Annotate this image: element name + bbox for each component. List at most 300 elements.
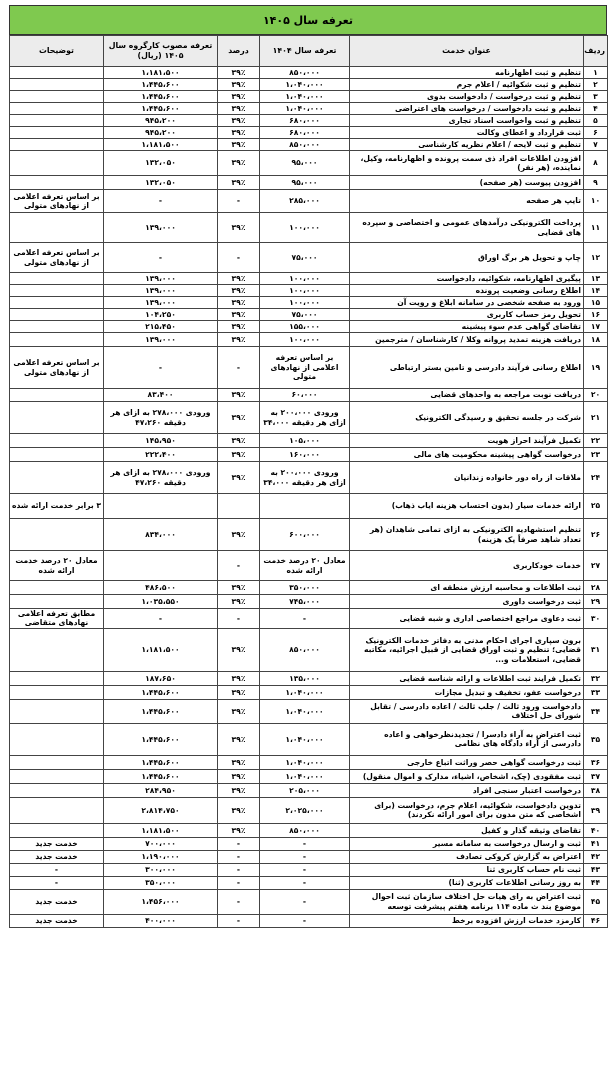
tariff-1405-cell: ۹۴۵،۲۰۰: [104, 127, 218, 139]
row-number: ۱۸: [584, 333, 608, 347]
tariff-1405-cell: ۱،۴۴۵،۶۰۰: [104, 79, 218, 91]
tariff-1404-cell: ۶۰۰،۰۰۰: [260, 519, 350, 551]
tariff-1404-cell: ۱،۰۴۰،۰۰۰: [260, 91, 350, 103]
notes-cell: [10, 434, 104, 448]
tariff-1405-cell: -: [104, 609, 218, 629]
table-row: [10, 551, 608, 581]
percent-cell: ۳۹٪: [218, 115, 260, 127]
header-notes: توضیحات: [10, 36, 104, 67]
notes-cell: بر اساس تعرفه اعلامی از نهادهای متولی: [10, 347, 104, 389]
service-title: تایپ هر صفحه: [350, 190, 584, 213]
service-title: پرداخت الکترونیکی درآمدهای عمومی و اختصاصی و سپرده های قضایی: [350, 213, 584, 243]
notes-cell: خدمت جدید: [10, 850, 104, 863]
tariff-1404-cell: ۱،۰۴۰،۰۰۰: [260, 685, 350, 699]
service-title: درخواست اعتبار سنجی افراد: [350, 783, 584, 797]
row-number: ۱۱: [584, 213, 608, 243]
notes-cell: [10, 519, 104, 551]
notes-cell: [10, 273, 104, 285]
service-title: ورود به صفحه شخصی در سامانه ابلاغ و رویت آن: [350, 297, 584, 309]
table-row: [10, 91, 608, 103]
table-row: [10, 297, 608, 309]
notes-cell: [10, 783, 104, 797]
row-number: ۳۲: [584, 671, 608, 685]
table-row: [10, 889, 608, 914]
header-radif: ردیف: [584, 36, 608, 67]
row-number: ۱۵: [584, 297, 608, 309]
service-title: دریافت هزینه تمدید پروانه وکلا / کارشناسان / مترجمین: [350, 333, 584, 347]
row-number: ۲۰: [584, 389, 608, 402]
table-row: [10, 797, 608, 823]
tariff-1405-cell: ۴۰۰،۰۰۰: [104, 914, 218, 927]
service-title: تدوین دادخواست، شکوائیه، اعلام جرم، درخواست (برای اشخاصی که متن مدون برای امور ارائه نکردند): [350, 797, 584, 823]
tariff-1405-cell: ۱،۱۸۱،۵۰۰: [104, 139, 218, 151]
tariff-1405-cell: ۱،۴۴۵،۶۰۰: [104, 769, 218, 783]
table-header-row: [10, 36, 608, 67]
tariff-1405-cell: ۱۴۵،۹۵۰: [104, 434, 218, 448]
tariff-1404-cell: ۱۰۰،۰۰۰: [260, 297, 350, 309]
percent-cell: ۳۹٪: [218, 79, 260, 91]
tariff-1404-cell: ۶۰،۰۰۰: [260, 389, 350, 402]
service-title: تنظیم و ثبت واخواست اسناد تجاری: [350, 115, 584, 127]
service-title: چاپ و تحویل هر برگ اوراق: [350, 243, 584, 273]
tariff-1405-cell: ۱۸۷،۶۵۰: [104, 671, 218, 685]
table-row: [10, 783, 608, 797]
row-number: ۳۱: [584, 628, 608, 671]
notes-cell: [10, 139, 104, 151]
table-row: [10, 769, 608, 783]
table-row: [10, 402, 608, 434]
row-number: ۳۷: [584, 769, 608, 783]
tariff-1404-cell: ۱۰۵،۰۰۰: [260, 434, 350, 448]
table-row: [10, 333, 608, 347]
notes-cell: بر اساس تعرفه اعلامی از نهادهای متولی: [10, 243, 104, 273]
tariff-1404-cell: ۹۵،۰۰۰: [260, 151, 350, 176]
tariff-1405-cell: ۱،۰۳۵،۵۵۰: [104, 595, 218, 609]
notes-cell: [10, 213, 104, 243]
row-number: ۳۴: [584, 699, 608, 723]
tariff-1404-cell: ۹۵،۰۰۰: [260, 176, 350, 190]
service-title: ثبت قرارداد و اعطای وکالت: [350, 127, 584, 139]
notes-cell: [10, 769, 104, 783]
row-number: ۱۹: [584, 347, 608, 389]
service-title: تقاضای گواهی عدم سوء پیشینه: [350, 321, 584, 333]
tariff-1405-cell: ۱،۴۴۵،۶۰۰: [104, 685, 218, 699]
row-number: ۳۶: [584, 755, 608, 769]
table-title: تعرفه سال ۱۴۰۵: [9, 5, 607, 35]
service-title: دادخواست ورود ثالث / جلب ثالث / اعاده دادرسی / تقابل شورای حل اختلاف: [350, 699, 584, 723]
percent-cell: ۳۹٪: [218, 699, 260, 723]
tariff-1405-cell: -: [104, 347, 218, 389]
row-number: ۴۲: [584, 850, 608, 863]
table-body: [10, 67, 608, 928]
row-number: ۹: [584, 176, 608, 190]
tariff-1405-cell: ۲،۸۱۴،۷۵۰: [104, 797, 218, 823]
notes-cell: [10, 151, 104, 176]
percent-cell: ۳۹٪: [218, 783, 260, 797]
row-number: ۲۹: [584, 595, 608, 609]
row-number: ۲۴: [584, 462, 608, 494]
tariff-1404-cell: -: [260, 876, 350, 889]
tariff-1405-cell: ۲۲۲،۴۰۰: [104, 448, 218, 462]
tariff-1405-cell: -: [104, 243, 218, 273]
notes-cell: [10, 671, 104, 685]
row-number: ۲: [584, 79, 608, 91]
notes-cell: [10, 127, 104, 139]
tariff-1404-cell: -: [260, 609, 350, 629]
row-number: ۱۷: [584, 321, 608, 333]
service-title: تنظیم و ثبت لایحه / اعلام نظریه کارشناسی: [350, 139, 584, 151]
percent-cell: ۳۹٪: [218, 685, 260, 699]
notes-cell: [10, 115, 104, 127]
percent-cell: -: [218, 914, 260, 927]
notes-cell: ۳ برابر خدمت ارائه شده: [10, 494, 104, 519]
table-row: [10, 273, 608, 285]
header-percent: درصد: [218, 36, 260, 67]
table-row: [10, 581, 608, 595]
tariff-1404-cell: ۸۵۰،۰۰۰: [260, 67, 350, 79]
service-title: ثبت دعاوی مراجع اختصاصی اداری و شبه قضایی: [350, 609, 584, 629]
header-service: عنوان خدمت: [350, 36, 584, 67]
table-row: [10, 837, 608, 850]
tariff-1404-cell: ۱،۰۴۰،۰۰۰: [260, 699, 350, 723]
tariff-1404-cell: ۱۳۵،۰۰۰: [260, 671, 350, 685]
notes-cell: [10, 462, 104, 494]
table-row: [10, 628, 608, 671]
table-row: [10, 285, 608, 297]
tariff-1405-cell: ۱۳۹،۰۰۰: [104, 297, 218, 309]
service-title: افزودن پیوست (هر صفحه): [350, 176, 584, 190]
tariff-1405-cell: [104, 494, 218, 519]
row-number: ۲۱: [584, 402, 608, 434]
table-row: [10, 863, 608, 876]
tariff-1404-cell: معادل ۲۰ درصد خدمت ارائه شده: [260, 551, 350, 581]
percent-cell: ۳۹٪: [218, 797, 260, 823]
service-title: پیگیری اظهارنامه، شکوائیه، دادخواست: [350, 273, 584, 285]
tariff-1404-cell: ۱،۰۴۰،۰۰۰: [260, 723, 350, 755]
table-row: [10, 79, 608, 91]
row-number: ۸: [584, 151, 608, 176]
notes-cell: -: [10, 863, 104, 876]
row-number: ۴۴: [584, 876, 608, 889]
tariff-1405-cell: ۱۰۴،۲۵۰: [104, 309, 218, 321]
notes-cell: [10, 402, 104, 434]
table-row: [10, 755, 608, 769]
service-title: ثبت اطلاعات و محاسبه ارزش منطقه ای: [350, 581, 584, 595]
tariff-1404-cell: ۸۵۰،۰۰۰: [260, 628, 350, 671]
notes-cell: مطابق تعرفه اعلامی نهادهای متقاضی: [10, 609, 104, 629]
table-row: [10, 685, 608, 699]
service-title: درخواست عفو، تخفیف و تبدیل مجازات: [350, 685, 584, 699]
row-number: ۲۳: [584, 448, 608, 462]
percent-cell: -: [218, 863, 260, 876]
tariff-1405-cell: ۱۳۹،۰۰۰: [104, 333, 218, 347]
tariff-1405-cell: ۷۰۰،۰۰۰: [104, 837, 218, 850]
tariff-1404-cell: -: [260, 914, 350, 927]
tariff-1404-cell: [260, 494, 350, 519]
percent-cell: -: [218, 190, 260, 213]
service-title: اعتراض به گزارش کروکی تصادف: [350, 850, 584, 863]
percent-cell: -: [218, 876, 260, 889]
tariff-1405-cell: ۲۱۵،۴۵۰: [104, 321, 218, 333]
table-row: [10, 494, 608, 519]
row-number: ۴۶: [584, 914, 608, 927]
row-number: ۳۹: [584, 797, 608, 823]
service-title: اطلاع رسانی وضعیت پرونده: [350, 285, 584, 297]
percent-cell: -: [218, 850, 260, 863]
service-title: ثبت اعتراض به آراء دادسرا / تجدیدنظرخواهی و اعاده دادرسی از آراء دادگاه های نظامی: [350, 723, 584, 755]
tariff-1405-cell: ۱۳۹،۰۰۰: [104, 285, 218, 297]
row-number: ۴: [584, 103, 608, 115]
tariff-1405-cell: ۱۳۹،۰۰۰: [104, 213, 218, 243]
percent-cell: ۳۹٪: [218, 309, 260, 321]
tariff-1405-cell: ۱،۴۴۵،۶۰۰: [104, 699, 218, 723]
service-title: کارمزد خدمات ارزش افزوده برخط: [350, 914, 584, 927]
percent-cell: ۳۹٪: [218, 434, 260, 448]
tariff-table: [9, 35, 608, 928]
table-row: [10, 103, 608, 115]
service-title: ملاقات از راه دور خانواده زندانیان: [350, 462, 584, 494]
row-number: ۴۱: [584, 837, 608, 850]
tariff-1405-cell: ۳۵۰،۰۰۰: [104, 876, 218, 889]
tariff-1405-cell: ۱،۱۸۱،۵۰۰: [104, 823, 218, 837]
table-row: [10, 519, 608, 551]
service-title: درخواست گواهی پیشینه محکومیت های مالی: [350, 448, 584, 462]
row-number: ۷: [584, 139, 608, 151]
tariff-1404-cell: ۷۴۵،۰۰۰: [260, 595, 350, 609]
row-number: ۴۵: [584, 889, 608, 914]
tariff-1405-cell: ورودی ۲۷۸،۰۰۰ به ازای هر دقیقه ۴۷،۲۶۰: [104, 462, 218, 494]
percent-cell: ۳۹٪: [218, 176, 260, 190]
row-number: ۲۸: [584, 581, 608, 595]
tariff-1404-cell: ورودی ۲۰۰،۰۰۰ به ازای هر دقیقه ۳۴،۰۰۰: [260, 462, 350, 494]
notes-cell: [10, 103, 104, 115]
tariff-1404-cell: ۶۸۰،۰۰۰: [260, 127, 350, 139]
percent-cell: -: [218, 609, 260, 629]
notes-cell: [10, 581, 104, 595]
notes-cell: [10, 628, 104, 671]
percent-cell: -: [218, 889, 260, 914]
table-row: [10, 321, 608, 333]
tariff-1404-cell: ۶۸۰،۰۰۰: [260, 115, 350, 127]
row-number: ۳۸: [584, 783, 608, 797]
service-title: تنظیم و ثبت درخواست / دادخواست بدوی: [350, 91, 584, 103]
table-row: [10, 462, 608, 494]
tariff-1405-cell: ۳۰۰،۰۰۰: [104, 863, 218, 876]
tariff-1405-cell: ورودی ۲۷۸،۰۰۰ به ازای هر دقیقه ۴۷،۲۶۰: [104, 402, 218, 434]
tariff-1404-cell: ۱۰۰،۰۰۰: [260, 285, 350, 297]
tariff-1404-cell: ۳۵۰،۰۰۰: [260, 581, 350, 595]
header-tariff-1405: تعرفه مصوب کارگروه سال ۱۴۰۵ (ریال): [104, 36, 218, 67]
service-title: ثبت درخواست گواهی حصر وراثت اتباع خارجی: [350, 755, 584, 769]
percent-cell: ۳۹٪: [218, 321, 260, 333]
notes-cell: معادل ۲۰ درصد خدمت ارائه شده: [10, 551, 104, 581]
table-row: [10, 850, 608, 863]
percent-cell: ۳۹٪: [218, 91, 260, 103]
table-row: [10, 213, 608, 243]
tariff-1404-cell: ۷۵،۰۰۰: [260, 309, 350, 321]
tariff-1405-cell: ۱،۱۸۱،۵۰۰: [104, 628, 218, 671]
percent-cell: ۳۹٪: [218, 389, 260, 402]
tariff-1405-cell: ۱،۴۵۶،۰۰۰: [104, 889, 218, 914]
tariff-1404-cell: ۱۶۰،۰۰۰: [260, 448, 350, 462]
tariff-1405-cell: ۱۳۹،۰۰۰: [104, 273, 218, 285]
tariff-1404-cell: ۱،۰۴۰،۰۰۰: [260, 103, 350, 115]
notes-cell: [10, 176, 104, 190]
tariff-1404-cell: -: [260, 889, 350, 914]
notes-cell: خدمت جدید: [10, 889, 104, 914]
notes-cell: [10, 755, 104, 769]
percent-cell: ۳۹٪: [218, 127, 260, 139]
percent-cell: ۳۹٪: [218, 402, 260, 434]
tariff-1404-cell: ۱،۰۴۰،۰۰۰: [260, 755, 350, 769]
tariff-1405-cell: ۱،۴۴۵،۶۰۰: [104, 103, 218, 115]
table-row: [10, 434, 608, 448]
table-row: [10, 139, 608, 151]
service-title: ثبت نام حساب کاربری ثنا: [350, 863, 584, 876]
tariff-1404-cell: ۷۵،۰۰۰: [260, 243, 350, 273]
service-title: تقاضای وثیقه گذار و کفیل: [350, 823, 584, 837]
table-row: [10, 347, 608, 389]
table-row: [10, 699, 608, 723]
percent-cell: ۳۹٪: [218, 139, 260, 151]
percent-cell: ۳۹٪: [218, 462, 260, 494]
tariff-1404-cell: -: [260, 863, 350, 876]
row-number: ۱۶: [584, 309, 608, 321]
row-number: ۳۵: [584, 723, 608, 755]
tariff-1405-cell: -: [104, 190, 218, 213]
notes-cell: [10, 699, 104, 723]
percent-cell: ۳۹٪: [218, 213, 260, 243]
notes-cell: [10, 389, 104, 402]
percent-cell: ۳۹٪: [218, 755, 260, 769]
service-title: اطلاع رسانی فرآیند دادرسی و تامین بستر ارتباطی: [350, 347, 584, 389]
service-title: دریافت نوبت مراجعه به واحدهای قضایی: [350, 389, 584, 402]
service-title: تنظیم و ثبت اظهارنامه: [350, 67, 584, 79]
service-title: تنظیم استشهادیه الکترونیکی به ازای تمامی شاهدان (هر تعداد شاهد صرفاً یک هزینه): [350, 519, 584, 551]
service-title: تکمیل فرآیند احراز هویت: [350, 434, 584, 448]
table-row: [10, 309, 608, 321]
tariff-1404-cell: ۲۰۵،۰۰۰: [260, 783, 350, 797]
tariff-1404-cell: ۱،۰۴۰،۰۰۰: [260, 79, 350, 91]
service-title: شرکت در جلسه تحقیق و رسیدگی الکترونیک: [350, 402, 584, 434]
tariff-1404-cell: ۱۰۰،۰۰۰: [260, 213, 350, 243]
percent-cell: ۳۹٪: [218, 519, 260, 551]
service-title: ثبت درخواست داوری: [350, 595, 584, 609]
tariff-1405-cell: ۸۳۴،۰۰۰: [104, 519, 218, 551]
percent-cell: -: [218, 837, 260, 850]
tariff-1405-cell: ۴۸۶،۵۰۰: [104, 581, 218, 595]
percent-cell: -: [218, 243, 260, 273]
notes-cell: خدمت جدید: [10, 914, 104, 927]
notes-cell: [10, 67, 104, 79]
service-title: خدمات خودکاربری: [350, 551, 584, 581]
tariff-1405-cell: ۱،۴۴۵،۶۰۰: [104, 723, 218, 755]
table-row: [10, 595, 608, 609]
percent-cell: ۳۹٪: [218, 595, 260, 609]
percent-cell: ۳۹٪: [218, 671, 260, 685]
notes-cell: بر اساس تعرفه اعلامی از نهادهای متولی: [10, 190, 104, 213]
service-title: تنظیم و ثبت شکوائیه / اعلام جرم: [350, 79, 584, 91]
table-row: [10, 243, 608, 273]
notes-cell: [10, 797, 104, 823]
percent-cell: -: [218, 347, 260, 389]
notes-cell: [10, 333, 104, 347]
row-number: ۱۳: [584, 273, 608, 285]
tariff-1404-cell: ۱۵۵،۰۰۰: [260, 321, 350, 333]
tariff-1404-cell: ۲،۰۲۵،۰۰۰: [260, 797, 350, 823]
row-number: ۳۰: [584, 609, 608, 629]
tariff-1405-cell: ۱۳۲،۰۵۰: [104, 151, 218, 176]
table-row: [10, 876, 608, 889]
percent-cell: ۳۹٪: [218, 581, 260, 595]
row-number: ۲۷: [584, 551, 608, 581]
tariff-1404-cell: -: [260, 837, 350, 850]
tariff-1405-cell: ۱،۱۹۰،۰۰۰: [104, 850, 218, 863]
table-row: [10, 723, 608, 755]
tariff-1405-cell: ۹۴۵،۲۰۰: [104, 115, 218, 127]
service-title: برون سپاری اجرای احکام مدنی به دفاتر خدمات الکترونیک قضایی؛ تنظیم و ثبت اوراق قضایی از قبیل اجرائیه، مکاتبه قضایی، استعلامات و...: [350, 628, 584, 671]
service-title: ثبت و ارسال درخواست به سامانه مسیر: [350, 837, 584, 850]
percent-cell: ۳۹٪: [218, 67, 260, 79]
tariff-1405-cell: ۱،۱۸۱،۵۰۰: [104, 67, 218, 79]
percent-cell: ۳۹٪: [218, 333, 260, 347]
notes-cell: [10, 309, 104, 321]
percent-cell: ۳۹٪: [218, 769, 260, 783]
row-number: ۴۰: [584, 823, 608, 837]
header-tariff-1404: تعرفه سال ۱۴۰۴: [260, 36, 350, 67]
table-row: [10, 914, 608, 927]
tariff-1404-cell: بر اساس تعرفه اعلامی از نهادهای متولی: [260, 347, 350, 389]
tariff-sheet: [9, 5, 607, 928]
row-number: ۵: [584, 115, 608, 127]
notes-cell: [10, 723, 104, 755]
service-title: تحویل رمز حساب کاربری: [350, 309, 584, 321]
tariff-1404-cell: ورودی ۲۰۰،۰۰۰ به ازای هر دقیقه ۳۴،۰۰۰: [260, 402, 350, 434]
table-row: [10, 448, 608, 462]
notes-cell: [10, 321, 104, 333]
notes-cell: [10, 823, 104, 837]
percent-cell: ۳۹٪: [218, 103, 260, 115]
table-row: [10, 823, 608, 837]
service-title: تنظیم و ثبت دادخواست / درخواست های اعتراضی: [350, 103, 584, 115]
service-title: ثبت اعتراض به رای هیات حل اختلاف سازمان ثبت احوال موضوع بند ث ماده ۱۱۴ برنامه هفتم پیشرفت توسعه: [350, 889, 584, 914]
row-number: ۶: [584, 127, 608, 139]
row-number: ۲۲: [584, 434, 608, 448]
table-row: [10, 151, 608, 176]
service-title: تکمیل فرایند ثبت اطلاعات و ارائه شناسه قضایی: [350, 671, 584, 685]
percent-cell: ۳۹٪: [218, 823, 260, 837]
tariff-1405-cell: ۸۳،۴۰۰: [104, 389, 218, 402]
tariff-1405-cell: ۱۳۲،۰۵۰: [104, 176, 218, 190]
tariff-1405-cell: ۱،۴۴۵،۶۰۰: [104, 91, 218, 103]
percent-cell: ۳۹٪: [218, 628, 260, 671]
tariff-1404-cell: ۱۰۰،۰۰۰: [260, 333, 350, 347]
row-number: ۱۴: [584, 285, 608, 297]
tariff-1404-cell: -: [260, 850, 350, 863]
table-row: [10, 609, 608, 629]
notes-cell: [10, 595, 104, 609]
tariff-1405-cell: ۱،۴۴۵،۶۰۰: [104, 755, 218, 769]
service-title: به روز رسانی اطلاعات کاربری (ثنا): [350, 876, 584, 889]
table-row: [10, 176, 608, 190]
row-number: ۴۳: [584, 863, 608, 876]
tariff-1404-cell: ۱۰۰،۰۰۰: [260, 273, 350, 285]
notes-cell: [10, 91, 104, 103]
row-number: ۱: [584, 67, 608, 79]
table-row: [10, 671, 608, 685]
table-row: [10, 389, 608, 402]
percent-cell: ۳۹٪: [218, 297, 260, 309]
